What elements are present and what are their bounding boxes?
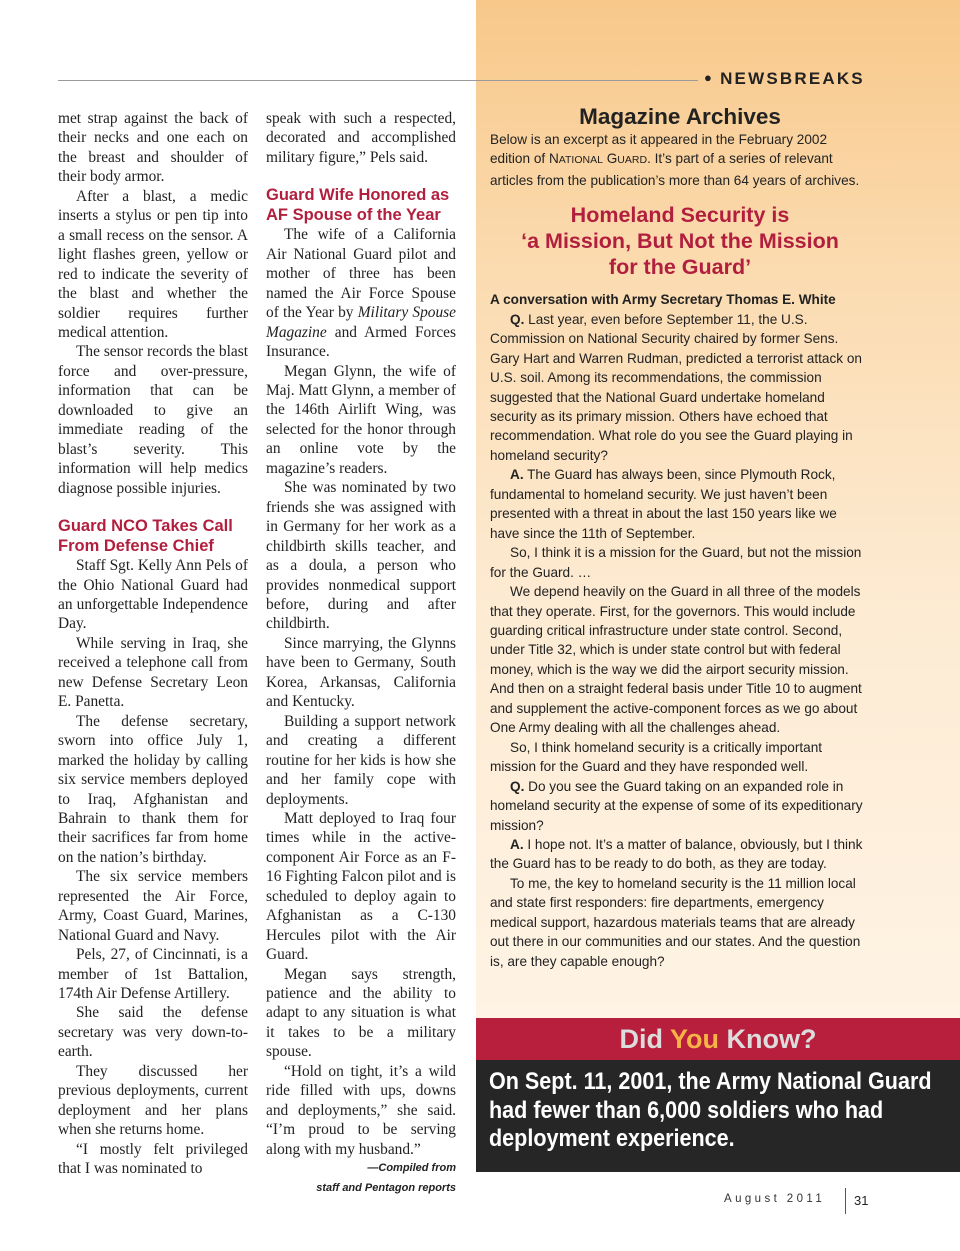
paragraph [266,225,456,361]
paragraph: To me, the key to homeland security is the 11 million local and state first responders: fire departments, emergency medical support, hazardous materials teams that are already out there in our communities and our states. And the question is, are they capable enough? [490,875,861,969]
paragraph: So, I think it is a mission for the Guard, but not the mission for the Guard. … [490,545,862,580]
archive-article-subtitle: A conversation with Army Secretary Thomas E. White [490,292,836,308]
question-label: Q. [510,778,525,794]
section-label [704,69,954,93]
paragraph: “I mostly felt privileged that I was nominated to [58,1140,248,1178]
paragraph: Since marrying, the Glynns have been to Germany, South Korea, Arkansas, California and Kentucky. [266,634,456,711]
magazine-title: Military Spouse Magazine [266,304,456,341]
paragraph: The sensor records the blast force and over-pressure, information that can be downloaded to give an immediate reading of the blast’s severity. This information will help medics diagnose possible injuries. [58,343,248,497]
paragraph: Matt deployed to Iraq four times while in the active-component Air Force as an F-16 Fighting Falcon pilot and is scheduled to deploy again to Afghanistan as a C-130 Hercules pilot with the Air Guard. [266,809,456,964]
answer-text: I hope not. It’s a matter of balance, obviously, but I think the Guard has to be ready to do both, as they are today. [490,836,863,872]
paragraph: She was nominated by two friends she was assigned with in Germany for her work as a childbirth skills teacher, and as a doula, a person who provides nonmedical support before, during and after childbirth. [266,479,456,633]
paragraph: While serving in Iraq, she received a telephone call from new Defense Secretary Leon E. Panetta. [58,634,248,711]
magazine-archives-sidebar [490,103,870,971]
question-label: Q. [510,311,525,327]
title-line: for the Guard’ [608,255,752,280]
credit-line: —Compiled from [367,1162,456,1175]
did-you-know-banner [476,1018,960,1060]
answer-text: The Guard has always been, since Plymouth Rock, fundamental to homeland security. We just haven’t been presented with a threat in about the last 150 years like we have since the 11th of September. [490,467,837,541]
paragraph: Pels, 27, of Cincinnati, is a member of 1st Battalion, 174th Air Defense Artillery. [58,946,248,1003]
did-you-know-fact: On Sept. 11, 2001, the Army National Guard had fewer than 6,000 soldiers who had deployment experience. [489,1068,932,1152]
banner-word: Did [619,1024,663,1054]
sidebar-intro [490,130,870,190]
text-run: and Armed Forces Insurance. [266,323,456,361]
credit-line: staff and Pentagon reports [316,1181,456,1194]
answer [490,465,870,543]
publication-name: GUARD [606,151,648,167]
paragraph: “Hold on tight, it’s a wild ride filled with ups, downs and deployments,” she said. “I’m proud to be serving along with my husband.” [266,1062,456,1158]
paragraph: We depend heavily on the Guard in all three of the models that they operate. First, for the governors. This would include guarding critical infrastructure under state control. Second, under Title 32, which is under state control but with federal money, which is the way we did the airport security mission. And then on a straight federal basis under Title 10 to augment and supplement the active-component forces as we go about One Army dealing with all the challenges ahead. [490,584,862,736]
question-text: Last year, even before September 11, the U.S. Commission on National Security chaired by former Sens. Gary Hart and Warren Rudman, predicted a terrorist attack on U.S. soil. Among its recommendations, the commission suggested that the National Guard undertake homeland security as its primary mission. Others have echoed that recommendation. What role do you see the Guard playing in homeland security? [490,311,862,463]
publication-name: NATIONAL [548,151,603,167]
archive-article-title [490,202,870,280]
text-run: Below is an excerpt as it appeared in the February 2002 edition of [490,132,828,167]
paragraph: They discussed her previous deployments, current deployment and her plans when she returns home. [58,1062,248,1139]
bullet-icon: ● [704,70,715,85]
question-text: Do you see the Guard taking on an expanded role in homeland security at the expense of some of its expeditionary mission? [490,778,863,833]
banner-word-accent: You [670,1024,719,1054]
interview-body [490,310,870,971]
paragraph: The defense secretary, sworn into office July 1, marked the holiday by calling six service members deployed to Iraq, Afghanistan and Bahrain to thank them for their sacrifices far from home on the nation’s birthday. [58,712,248,866]
question [490,777,870,835]
header-rule [58,80,698,81]
paragraph: She said the defense secretary was very down-to-earth. [58,1004,248,1061]
text-run: . It’s part of a series of relevant articles from the publication’s more than 64 years of archives. [490,151,860,188]
footer-divider [845,1188,846,1214]
paragraph: speak with such a respected, decorated and accomplished military figure,” Pels said. [266,110,456,166]
title-line: ‘a Mission, But Not the Mission [521,229,839,254]
sidebar-title: Magazine Archives [579,104,781,129]
article-heading-nco: Guard NCO Takes Call From Defense Chief [58,517,233,555]
answer [490,835,870,874]
article-column-1 [58,109,248,1179]
paragraph: Staff Sgt. Kelly Ann Pels of the Ohio National Guard had an unforgettable Independence Day. [58,557,248,633]
paragraph: Megan says strength, patience and the ability to adapt to any situation is what it takes to be a military spouse. [266,965,456,1061]
article-column-2 [266,109,456,1198]
paragraph: Megan Glynn, the wife of Maj. Matt Glynn, a member of the 146th Airlift Wing, was selected for the honor through an online vote by the magazine’s readers. [266,362,456,477]
title-line: Homeland Security is [570,203,790,228]
footer-date: August 2011 [724,1193,826,1205]
question [490,310,870,466]
section-label-text: NEWSBREAKS [720,69,865,88]
paragraph: met strap against the back of their necks and one each on the breast and shoulder of their body armor. [58,110,248,186]
paragraph: After a blast, a medic inserts a stylus or pen tip into a small recess on the sensor. A light flashes green, yellow or red to indicate the severity of the blast and whether the soldier requires further medical attention. [58,187,248,341]
text-run: The wife of a California Air National Guard pilot and mother of three has been named the Air Force Spouse of the Year by [266,226,456,322]
answer-label: A. [510,467,524,483]
answer-label: A. [510,836,524,852]
banner-word: Know? [726,1024,817,1054]
page-number: 31 [854,1193,869,1208]
paragraph: So, I think homeland security is a critically important mission for the Guard and they have responded well. [490,739,823,775]
paragraph: The six service members represented the Air Force, Army, Coast Guard, Marines, National Guard and Navy. [58,868,248,944]
paragraph: Building a support network and creating a different routine for her kids is how she and her family cope with deployments. [266,712,456,808]
article-heading-spouse: Guard Wife Honored as AF Spouse of the Year [266,186,450,224]
